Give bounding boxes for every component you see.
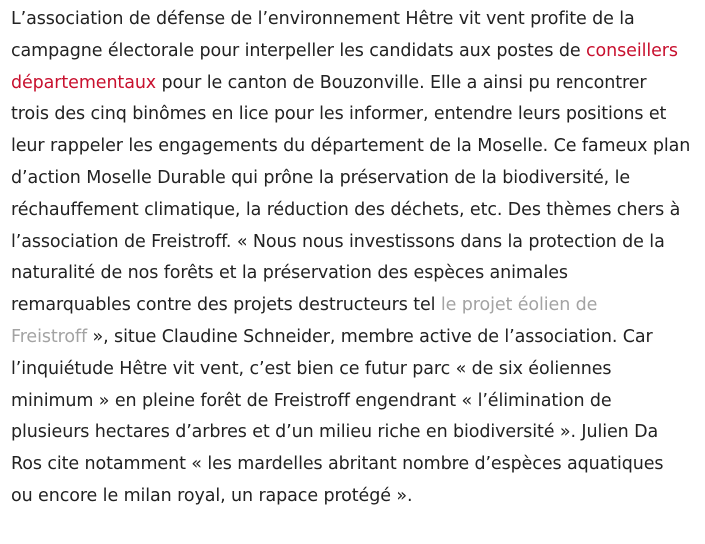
article-line-2 bbox=[11, 36, 691, 68]
article-line-4: trois des cinq binômes en lice pour les informer, entendre leurs positions et bbox=[11, 104, 667, 125]
article-line-12: l’inquiétude Hêtre vit vent, c’est bien ce futur parc « de six éoliennes bbox=[11, 358, 612, 379]
article-line-11 bbox=[11, 322, 691, 354]
article-line-1: L’association de défense de l’environnement Hêtre vit vent profite de la bbox=[11, 9, 635, 29]
projet-eolien-link[interactable]: le projet éolien de bbox=[440, 295, 598, 316]
article-body bbox=[11, 4, 691, 513]
conseillers-departementaux-link[interactable]: départementaux bbox=[11, 72, 157, 93]
article-line-13: minimum » en pleine forêt de Freistroff engendrant « l’élimination de bbox=[11, 390, 612, 411]
article-line-7: réchauffement climatique, la réduction des déchets, etc. Des thèmes chers à bbox=[11, 199, 681, 220]
article-line-14: plusieurs hectares d’arbres et d’un milieu riche en biodiversité ». Julien Da bbox=[11, 422, 659, 443]
article-line-10 bbox=[11, 290, 691, 322]
article-line-9: naturalité de nos forêts et la préservation des espèces animales bbox=[11, 263, 568, 284]
article-line-5: leur rappeler les engagements du département de la Moselle. Ce fameux plan bbox=[11, 136, 691, 157]
article-text: pour le canton de Bouzonville. Elle a ainsi pu rencontrer bbox=[156, 72, 647, 93]
article-text: remarquables contre des projets destructeurs tel bbox=[11, 295, 441, 316]
article-line-16: ou encore le milan royal, un rapace protégé ». bbox=[11, 485, 413, 506]
article-text: campagne électorale pour interpeller les candidats aux postes de bbox=[11, 40, 587, 61]
article-line-3 bbox=[11, 68, 691, 100]
projet-eolien-link[interactable]: Freistroff bbox=[11, 326, 88, 347]
article-line-6: d’action Moselle Durable qui prône la préservation de la biodiversité, le bbox=[11, 167, 630, 188]
article-line-15: Ros cite notamment « les mardelles abritant nombre d’espèces aquatiques bbox=[11, 454, 664, 475]
conseillers-departementaux-link[interactable]: conseillers bbox=[586, 40, 678, 61]
article-line-8: l’association de Freistroff. « Nous nous investissons dans la protection de la bbox=[11, 231, 665, 252]
article-text: », situe Claudine Schneider, membre active de l’association. Car bbox=[87, 326, 653, 347]
